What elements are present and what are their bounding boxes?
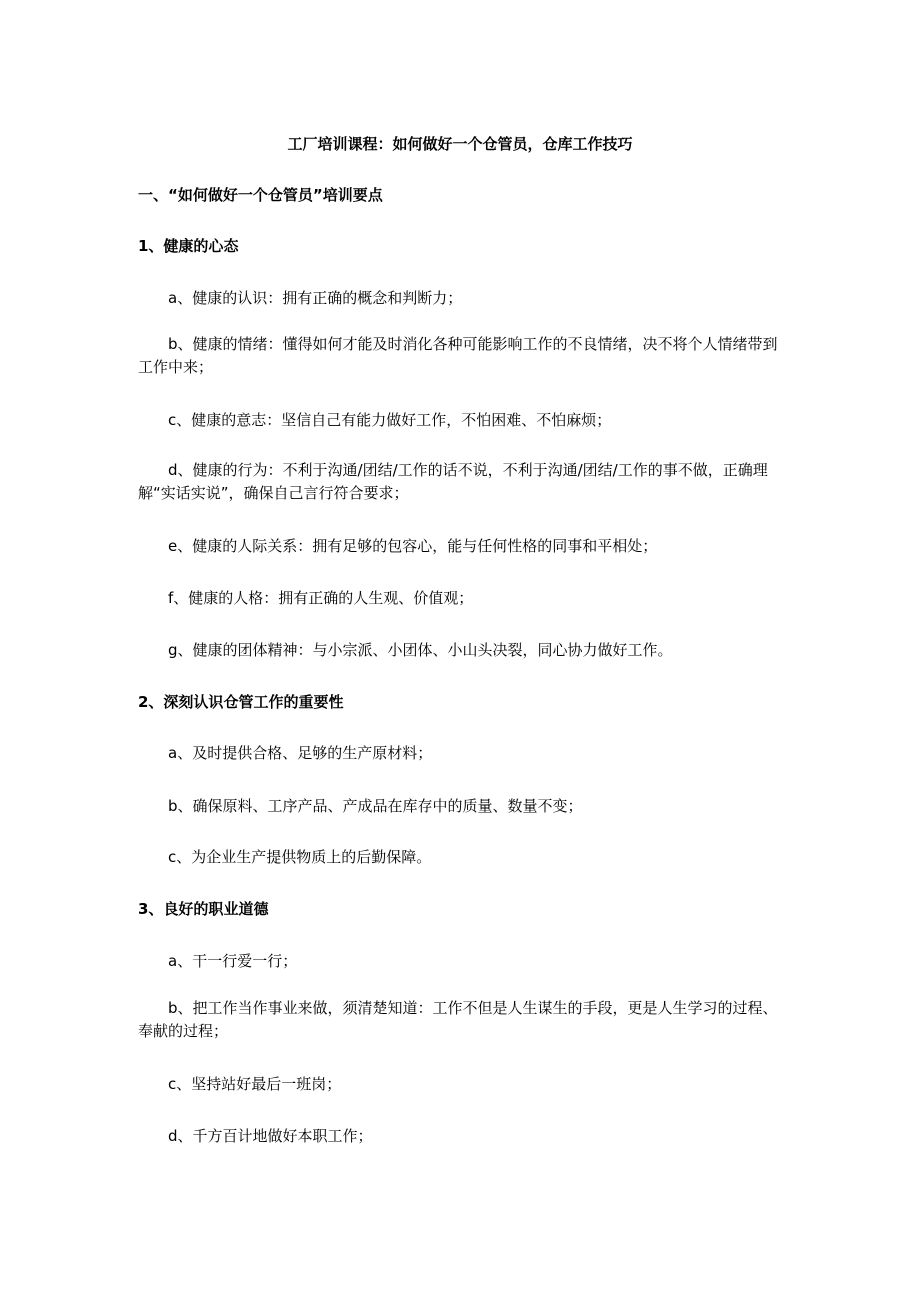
list-item: d、千方百计地做好本职工作； [168, 1127, 373, 1145]
list-item: f、健康的人格：拥有正确的人生观、价值观； [168, 589, 474, 607]
list-item: b、确保原料、工序产品、产成品在库存中的质量、数量不变； [168, 797, 583, 815]
list-item: d、健康的行为：不利于沟通/团结/工作的话不说，不利于沟通/团结/工作的事不做，正确理解“实话实说”，确保自己言行符合要求； [138, 461, 768, 502]
list-item: b、把工作当作事业来做，须清楚知道：工作不但是人生谋生的手段，更是人生学习的过程、奉献的过程； [138, 999, 778, 1040]
document-title: 工厂培训课程：如何做好一个仓管员，仓库工作技巧 [287, 135, 633, 153]
list-item: c、坚持站好最后一班岗； [168, 1075, 342, 1093]
list-item: a、干一行爱一行； [168, 952, 298, 970]
list-item: c、健康的意志：坚信自己有能力做好工作，不怕困难、不怕麻烦； [168, 411, 612, 429]
list-item: c、为企业生产提供物质上的后勤保障。 [168, 848, 432, 866]
list-item: a、健康的认识：拥有正确的概念和判断力； [168, 289, 463, 307]
list-item: a、及时提供合格、足够的生产原材料； [168, 744, 433, 762]
list-item: e、健康的人际关系：拥有足够的包容心，能与任何性格的同事和平相处； [168, 537, 658, 555]
section-heading: 一、“如何做好一个仓管员”培训要点 [138, 186, 383, 204]
list-item: b、健康的情绪：懂得如何才能及时消化各种可能影响工作的不良情绪，决不将个人情绪带到工作中来； [138, 335, 778, 376]
subsection-heading-1: 1、健康的心态 [138, 237, 239, 255]
list-item: g、健康的团体精神：与小宗派、小团体、小山头决裂，同心协力做好工作。 [168, 641, 673, 659]
subsection-heading-2: 2、深刻认识仓管工作的重要性 [138, 693, 344, 711]
subsection-heading-3: 3、良好的职业道德 [138, 900, 269, 918]
